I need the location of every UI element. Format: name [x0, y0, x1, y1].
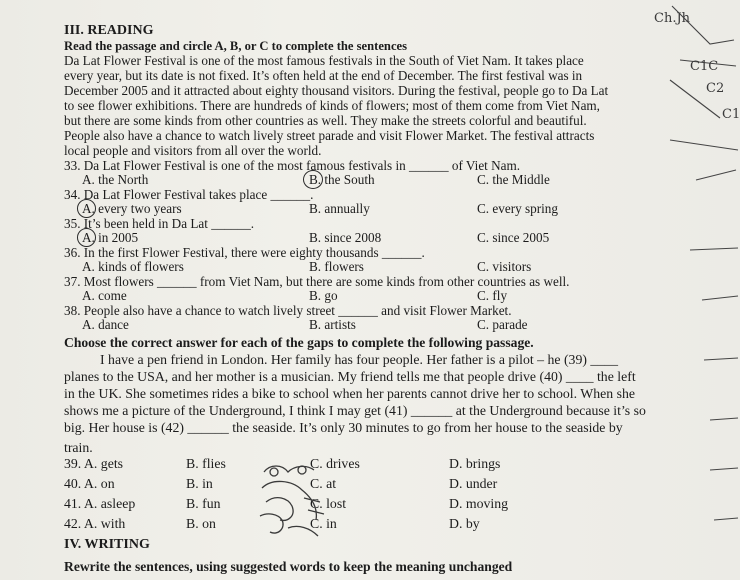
reading-instruction: Read the passage and circle A, B, or C to complete the sentences [64, 39, 408, 53]
option-a[interactable]: A. the North [82, 172, 149, 187]
option-a[interactable]: A. dance [82, 317, 129, 332]
passage-line: but there are some kinds from other countries as well. They make the streets colorful and beautiful. [64, 113, 587, 128]
question-stem: 36. In the first Flower Festival, there were eighty thousands ______. [64, 245, 425, 260]
option-d[interactable]: D. brings [449, 456, 501, 471]
option-c[interactable]: C. visitors [477, 259, 532, 274]
option-c[interactable]: C. in [310, 516, 337, 531]
passage-line: local people and visitors from all over the world. [64, 143, 322, 158]
option-a[interactable]: A. come [82, 288, 127, 303]
passage-line: People also have a chance to watch lively street parade and visit Flower Market. The festival attracts [64, 128, 595, 143]
margin-note: Ch.Jh [654, 11, 691, 26]
option-d[interactable]: D. moving [449, 496, 509, 511]
gap-passage-line: shows me a picture of the Underground, I think I may get (41) ______ at the Underground because it’s so [64, 403, 646, 418]
option-c[interactable]: C. since 2005 [477, 230, 550, 245]
gap-fill-instruction: Choose the correct answer for each of the gaps to complete the following passage. [64, 335, 534, 350]
reading-heading: III. READING [64, 23, 154, 38]
option-a[interactable]: 42. A. with [64, 516, 126, 531]
option-c[interactable]: C. at [310, 476, 337, 491]
gap-passage-line: big. Her house is (42) ______ the seaside. It’s only 30 minutes to go from her house to the seaside by [64, 420, 623, 435]
option-a[interactable]: 39. A. gets [64, 456, 124, 471]
option-c[interactable]: C. lost [310, 496, 347, 511]
gap-passage-line: train. [64, 440, 93, 455]
option-b[interactable]: B. in [186, 476, 213, 491]
question-stem: 37. Most flowers ______ from Viet Nam, but there are some kinds from other countries as well. [64, 274, 570, 289]
option-a[interactable]: 40. A. on [64, 476, 115, 491]
question-stem: 35. It’s been held in Da Lat ______. [64, 216, 255, 231]
option-a[interactable]: A. in 2005 [82, 230, 139, 245]
option-d[interactable]: D. under [449, 476, 498, 491]
writing-instruction: Rewrite the sentences, using suggested words to keep the meaning unchanged [64, 559, 513, 574]
passage-line: every year, but its date is not fixed. It’s often held at the end of December. The first festival was in [64, 68, 583, 83]
margin-note: C1C [690, 59, 719, 74]
passage-line: Da Lat Flower Festival is one of the most famous festivals in the South of Viet Nam. It takes place [64, 53, 584, 68]
option-c[interactable]: C. drives [310, 456, 360, 471]
pencil-scribble-doodle [258, 458, 328, 546]
question-stem: 34. Da Lat Flower Festival takes place ______. [64, 187, 314, 202]
gap-passage-line: in the UK. She sometimes rides a bike to school when her parents cannot drive her to school. When she [64, 386, 636, 401]
gap-passage-line: I have a pen friend in London. Her family has four people. Her father is a pilot – he (39) ____ [100, 352, 618, 367]
option-b[interactable]: B. annually [309, 201, 370, 216]
option-a[interactable]: 41. A. asleep [64, 496, 136, 511]
gap-passage-line: planes to the USA, and her mother is a musician. My friend tells me that people drive (40) ____ the left [64, 369, 636, 384]
writing-heading: IV. WRITING [64, 537, 150, 552]
question-stem: 38. People also have a chance to watch lively street ______ and visit Flower Market. [64, 303, 512, 318]
option-c[interactable]: C. parade [477, 317, 528, 332]
question-stem: 33. Da Lat Flower Festival is one of the most famous festivals in ______ of Viet Nam. [64, 158, 521, 173]
option-c[interactable]: C. fly [477, 288, 508, 303]
passage-line: to see flower exhibitions. There are hundreds of kinds of flowers; most of them come from Viet Nam, [64, 98, 600, 113]
margin-note: C2 [706, 81, 725, 96]
option-b[interactable]: B. flies [186, 456, 226, 471]
option-b[interactable]: B. fun [186, 496, 221, 511]
option-b[interactable]: B. artists [309, 317, 356, 332]
option-c[interactable]: C. the Middle [477, 172, 550, 187]
option-a[interactable]: A. every two years [82, 201, 182, 216]
option-b[interactable]: B. the South [309, 172, 375, 187]
option-d[interactable]: D. by [449, 516, 480, 531]
margin-handwriting [650, 0, 740, 580]
option-b[interactable]: B. flowers [309, 259, 364, 274]
option-a[interactable]: A. kinds of flowers [82, 259, 184, 274]
option-b[interactable]: B. go [309, 288, 338, 303]
option-b[interactable]: B. on [186, 516, 216, 531]
margin-note: C1 [722, 107, 740, 122]
passage-line: December 2005 and it attracted about eighty thousand visitors. During the festival, people go to Da Lat [64, 83, 609, 98]
option-b[interactable]: B. since 2008 [309, 230, 382, 245]
option-c[interactable]: C. every spring [477, 201, 558, 216]
